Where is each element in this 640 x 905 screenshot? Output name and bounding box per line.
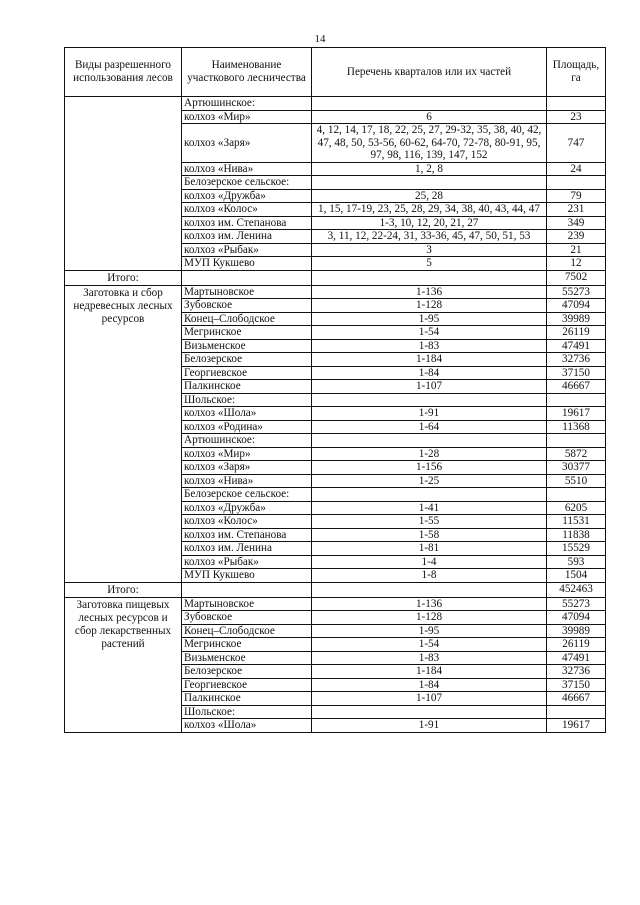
quarters-cell: 1-8 [312, 569, 547, 583]
area-cell: 26119 [547, 638, 606, 652]
district-cell: Визьменское [182, 339, 312, 353]
quarters-cell: 1-107 [312, 380, 547, 394]
quarters-cell: 3 [312, 243, 547, 257]
quarters-cell: 1, 2, 8 [312, 162, 547, 176]
district-cell: МУП Кукшево [182, 257, 312, 271]
total-label: Итого: [65, 270, 182, 285]
district-cell: колхоз «Колос» [182, 515, 312, 529]
district-cell: Мегринское [182, 638, 312, 652]
area-cell [547, 97, 606, 111]
district-cell: Палкинское [182, 380, 312, 394]
area-cell: 24 [547, 162, 606, 176]
district-cell: Зубовское [182, 611, 312, 625]
area-cell: 26119 [547, 326, 606, 340]
district-cell: колхоз «Шола» [182, 719, 312, 733]
table-header-row [65, 48, 606, 97]
header-district: Наименование участкового лесничества [182, 48, 312, 97]
quarters-cell: 1-54 [312, 326, 547, 340]
quarters-cell [312, 176, 547, 190]
quarters-cell: 1-128 [312, 299, 547, 313]
area-cell: 231 [547, 203, 606, 217]
area-cell: 39989 [547, 624, 606, 638]
quarters-cell: 1-91 [312, 407, 547, 421]
area-cell [547, 393, 606, 407]
area-cell [547, 705, 606, 719]
area-cell: 239 [547, 230, 606, 244]
header-quarters: Перечень кварталов или их частей [312, 48, 547, 97]
total-row [65, 270, 606, 285]
quarters-cell: 1-91 [312, 719, 547, 733]
district-cell: Зубовское [182, 299, 312, 313]
quarters-cell: 1-58 [312, 528, 547, 542]
district-cell: Белозерское сельское: [182, 488, 312, 502]
quarters-cell: 1-54 [312, 638, 547, 652]
district-cell: Мартыновское [182, 597, 312, 611]
area-cell: 32736 [547, 353, 606, 367]
quarters-cell: 1-28 [312, 447, 547, 461]
district-cell: Визьменское [182, 651, 312, 665]
quarters-cell: 1-84 [312, 678, 547, 692]
district-cell: Конец–Слободское [182, 624, 312, 638]
district-cell: Георгиевское [182, 366, 312, 380]
quarters-cell: 3, 11, 12, 22-24, 31, 33-36, 45, 47, 50, 51, 53 [312, 230, 547, 244]
quarters-cell: 25, 28 [312, 189, 547, 203]
empty-cell [182, 582, 312, 597]
quarters-cell: 1-41 [312, 501, 547, 515]
quarters-cell: 1-84 [312, 366, 547, 380]
district-cell: Белозерское [182, 353, 312, 367]
quarters-cell [312, 393, 547, 407]
quarters-cell: 1-95 [312, 624, 547, 638]
area-cell: 1504 [547, 569, 606, 583]
district-cell: колхоз им. Ленина [182, 542, 312, 556]
district-cell: колхоз «Шола» [182, 407, 312, 421]
use-type-cell: Заготовка и сбор недревесных лесных ресурсов [65, 285, 182, 582]
total-area-cell: 452463 [547, 582, 606, 597]
table-body [65, 97, 606, 733]
table-row [65, 597, 606, 611]
area-cell: 23 [547, 110, 606, 124]
area-cell: 593 [547, 555, 606, 569]
area-cell: 747 [547, 124, 606, 163]
district-cell: колхоз им. Степанова [182, 216, 312, 230]
district-cell: Георгиевское [182, 678, 312, 692]
district-cell: колхоз «Нива» [182, 474, 312, 488]
area-cell: 19617 [547, 407, 606, 421]
quarters-cell: 1-83 [312, 339, 547, 353]
quarters-cell: 1-3, 10, 12, 20, 21, 27 [312, 216, 547, 230]
quarters-cell: 1-184 [312, 665, 547, 679]
district-cell: колхоз «Рыбак» [182, 555, 312, 569]
quarters-cell: 4, 12, 14, 17, 18, 22, 25, 27, 29-32, 35, 38, 40, 42, 47, 48, 50, 53-56, 60-62, 64-70, 72-78, 80-91, 95, 97, 98, 116, 139, 147, 152 [312, 124, 547, 163]
quarters-cell: 1-136 [312, 597, 547, 611]
area-cell: 6205 [547, 501, 606, 515]
district-cell: колхоз «Мир» [182, 447, 312, 461]
district-cell: Шольское: [182, 705, 312, 719]
quarters-cell [312, 488, 547, 502]
empty-cell [312, 582, 547, 597]
use-type-cell: Заготовка пищевых лесных ресурсов и сбор лекарственных растений [65, 597, 182, 732]
quarters-cell [312, 97, 547, 111]
quarters-cell: 1-64 [312, 420, 547, 434]
quarters-cell: 1-55 [312, 515, 547, 529]
district-cell: Конец–Слободское [182, 312, 312, 326]
quarters-cell: 1-156 [312, 461, 547, 475]
header-use-type: Виды разрешенного использования лесов [65, 48, 182, 97]
quarters-cell: 5 [312, 257, 547, 271]
area-cell [547, 176, 606, 190]
district-cell: колхоз «Мир» [182, 110, 312, 124]
district-cell: Шольское: [182, 393, 312, 407]
quarters-cell: 1-136 [312, 285, 547, 299]
area-cell: 32736 [547, 665, 606, 679]
district-cell: Артюшинское: [182, 97, 312, 111]
district-cell: Белозерское [182, 665, 312, 679]
page-number: 14 [314, 33, 326, 45]
area-cell: 19617 [547, 719, 606, 733]
area-cell: 5510 [547, 474, 606, 488]
district-cell: колхоз «Заря» [182, 461, 312, 475]
area-cell: 11838 [547, 528, 606, 542]
district-cell: колхоз «Родина» [182, 420, 312, 434]
area-cell: 15529 [547, 542, 606, 556]
forest-use-table [64, 47, 606, 733]
district-cell: колхоз «Дружба» [182, 189, 312, 203]
quarters-cell: 1-4 [312, 555, 547, 569]
table-row [65, 285, 606, 299]
area-cell: 46667 [547, 380, 606, 394]
area-cell: 11531 [547, 515, 606, 529]
area-cell: 11368 [547, 420, 606, 434]
quarters-cell: 1-95 [312, 312, 547, 326]
area-cell: 55273 [547, 285, 606, 299]
empty-cell [312, 270, 547, 285]
area-cell: 21 [547, 243, 606, 257]
area-cell: 5872 [547, 447, 606, 461]
area-cell: 46667 [547, 692, 606, 706]
district-cell: Белозерское сельское: [182, 176, 312, 190]
district-cell: колхоз «Дружба» [182, 501, 312, 515]
use-type-cell [65, 97, 182, 271]
total-row [65, 582, 606, 597]
area-cell: 39989 [547, 312, 606, 326]
empty-cell [182, 270, 312, 285]
area-cell: 47491 [547, 651, 606, 665]
area-cell: 349 [547, 216, 606, 230]
quarters-cell: 1-83 [312, 651, 547, 665]
area-cell [547, 434, 606, 448]
district-cell: Мегринское [182, 326, 312, 340]
area-cell: 47094 [547, 299, 606, 313]
district-cell: Артюшинское: [182, 434, 312, 448]
area-cell: 47491 [547, 339, 606, 353]
quarters-cell [312, 434, 547, 448]
area-cell: 47094 [547, 611, 606, 625]
quarters-cell: 6 [312, 110, 547, 124]
district-cell: Мартыновское [182, 285, 312, 299]
district-cell: колхоз «Колос» [182, 203, 312, 217]
district-cell: колхоз «Нива» [182, 162, 312, 176]
area-cell: 12 [547, 257, 606, 271]
district-cell: МУП Кукшево [182, 569, 312, 583]
table-row [65, 97, 606, 111]
quarters-cell: 1-128 [312, 611, 547, 625]
quarters-cell: 1-25 [312, 474, 547, 488]
area-cell: 37150 [547, 678, 606, 692]
quarters-cell: 1-107 [312, 692, 547, 706]
quarters-cell: 1-81 [312, 542, 547, 556]
district-cell: колхоз «Рыбак» [182, 243, 312, 257]
district-cell: колхоз им. Ленина [182, 230, 312, 244]
district-cell: колхоз «Заря» [182, 124, 312, 163]
area-cell: 79 [547, 189, 606, 203]
total-area-cell: 7502 [547, 270, 606, 285]
area-cell: 55273 [547, 597, 606, 611]
total-label: Итого: [65, 582, 182, 597]
area-cell: 30377 [547, 461, 606, 475]
area-cell: 37150 [547, 366, 606, 380]
header-area: Площадь, га [547, 48, 606, 97]
quarters-cell [312, 705, 547, 719]
quarters-cell: 1, 15, 17-19, 23, 25, 28, 29, 34, 38, 40, 43, 44, 47 [312, 203, 547, 217]
area-cell [547, 488, 606, 502]
quarters-cell: 1-184 [312, 353, 547, 367]
district-cell: Палкинское [182, 692, 312, 706]
district-cell: колхоз им. Степанова [182, 528, 312, 542]
